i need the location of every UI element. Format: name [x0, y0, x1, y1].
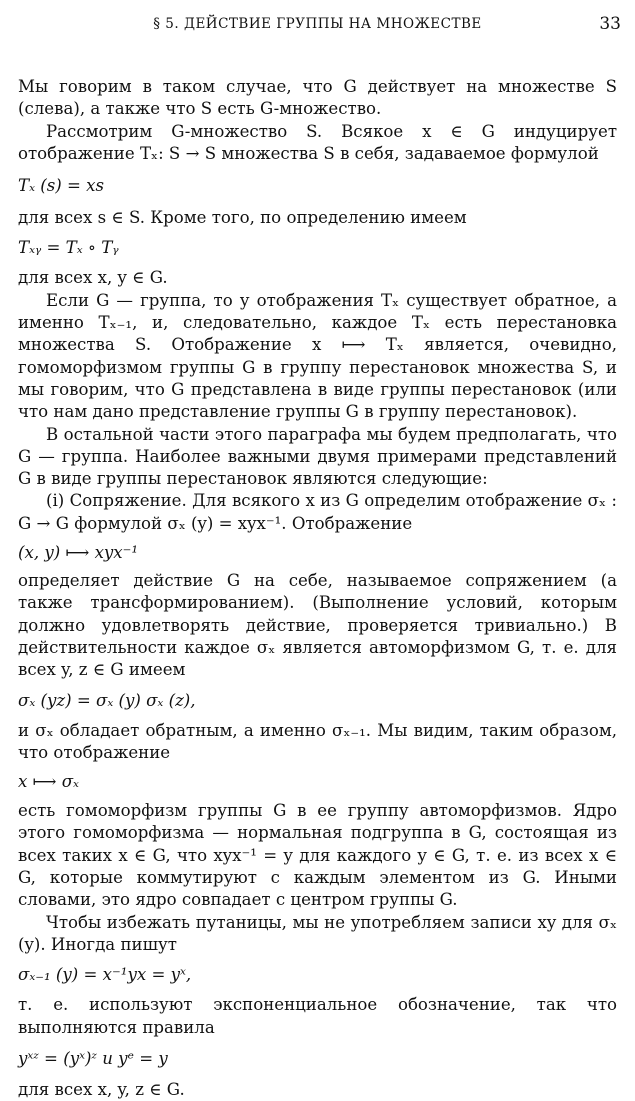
- paragraph-12: т. е. используют экспоненциальное обозначение, так что выполняются правила: [18, 995, 617, 1037]
- formula-5: x ⟼ σₓ: [18, 772, 79, 792]
- paragraph-4: для всех x, y ∈ G.: [18, 268, 168, 288]
- paragraph-1: Мы говорим в таком случае, что G действует на множестве S (слева), а также что S есть G-множество.: [18, 77, 617, 119]
- page-number: 33: [599, 14, 621, 34]
- formula-2: Tₓᵧ = Tₓ ∘ Tᵧ: [18, 238, 119, 258]
- body-text: [18, 76, 617, 1101]
- paragraph-11: Чтобы избежать путаницы, мы не употребляем записи xy для σₓ (y). Иногда пишут: [18, 912, 617, 954]
- paragraph-7: (i) Сопряжение. Для всякого x из G определим отображение σₓ : G → G формулой σₓ (y) = xyx⁻¹. Отображение: [18, 491, 617, 533]
- paragraph-3: для всех s ∈ S. Кроме того, по определению имеем: [18, 208, 467, 228]
- running-title: § 5. ДЕЙСТВИЕ ГРУППЫ НА МНОЖЕСТВЕ: [153, 16, 482, 32]
- paragraph-5: Если G — группа, то у отображения Tₓ существует обратное, а именно Tₓ₋₁, и, следовательно, каждое Tₓ есть перестановка множества S. Отображение x ⟼ Tₓ является, очевидно, гомоморфизмом группы G в группу перестановок множества S, и мы говорим, что G представлена в виде группы перестановок (или что нам дано представление группы G в группу перестановок).: [18, 290, 617, 422]
- paragraph-10: есть гомоморфизм группы G в ее группу автоморфизмов. Ядро этого гомоморфизма — нормальная подгруппа в G, состоящая из всех таких x ∈ G, что xyx⁻¹ = y для каждого y ∈ G, т. е. из всех x ∈ G, которые коммутируют с каждым элементом из G. Иными словами, это ядро совпадает с центром группы G.: [18, 801, 617, 910]
- paragraph-8: определяет действие G на себе, называемое сопряжением (а также трансформированием). (Выполнение условий, которым должно удовлетворять действие, проверяется тривиально.) В действительности каждое σₓ является автоморфизмом G, т. е. для всех y, z ∈ G имеем: [18, 571, 617, 680]
- paragraph-13: для всех x, y, z ∈ G.: [18, 1079, 185, 1099]
- formula-1: Tₓ (s) = xs: [18, 176, 105, 196]
- paragraph-9: и σₓ обладает обратным, а именно σₓ₋₁. Мы видим, таким образом, что отображение: [18, 720, 617, 762]
- formula-6: σₓ₋₁ (y) = x⁻¹yx = yˣ,: [18, 965, 192, 985]
- formula-3: (x, y) ⟼ xyx⁻¹: [18, 543, 139, 563]
- formula-4: σₓ (yz) = σₓ (y) σₓ (z),: [18, 690, 196, 710]
- formula-7: yˣᶻ = (yˣ)ᶻ и yᵉ = y: [18, 1048, 168, 1068]
- paragraph-6: В остальной части этого параграфа мы будем предполагать, что G — группа. Наиболее важными двумя примерами представлений G в виде группы перестановок являются следующие:: [18, 424, 617, 489]
- page-header: [0, 14, 635, 38]
- paragraph-2: Рассмотрим G-множество S. Всякое x ∈ G индуцирует отображение Tₓ: S → S множества S в себя, задаваемое формулой: [18, 121, 617, 163]
